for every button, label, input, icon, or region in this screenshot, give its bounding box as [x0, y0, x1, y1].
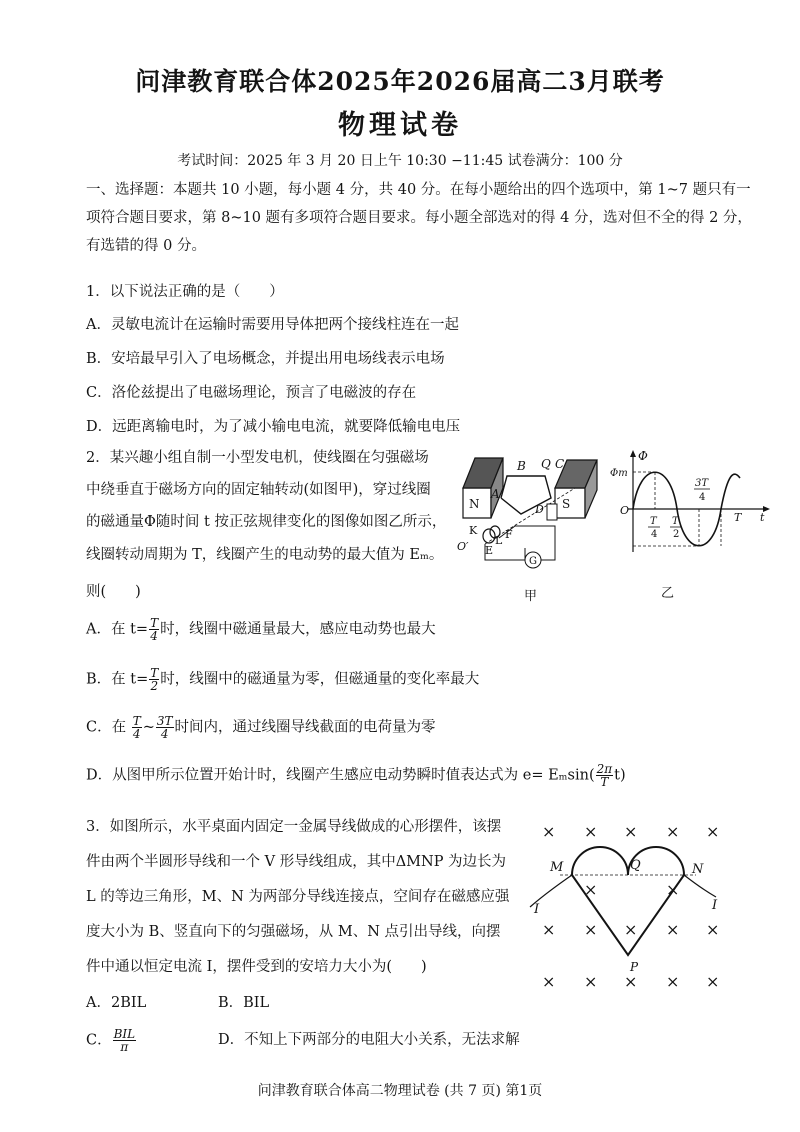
q3-option-d: D．不知上下两部分的电阻大小关系，无法求解 [218, 1032, 520, 1048]
q3-option-a: A．2BIL [86, 995, 147, 1011]
tick-t4-num: T [650, 516, 657, 527]
point-p-label: P [630, 960, 639, 974]
q2-c-tilde: ~ [142, 719, 155, 736]
q2-c-num2: 3T [156, 714, 173, 728]
exam-info: 考试时间：2025 年 3 月 20 日上午 10:30 −11:45 试卷满分：100 分 [177, 153, 623, 169]
galvanometer-label: G [529, 556, 537, 567]
q2-c-num1: T [132, 714, 141, 728]
q2-b-pre: B．在 t= [86, 671, 149, 688]
q2-stem-line1: 2．某兴趣小组自制一小型发电机，使线圈在匀强磁场 [86, 450, 429, 466]
q3-c-den: π [120, 1040, 129, 1054]
svg-text:×: × [584, 920, 598, 939]
q3-option-b: B．BIL [218, 995, 270, 1011]
tick-t2-den: 2 [673, 529, 680, 540]
svg-text:×: × [624, 920, 638, 939]
tick-3t4-den: 4 [699, 492, 706, 503]
svg-text:×: × [666, 880, 680, 899]
q2-d-frac [596, 763, 614, 788]
svg-text:×: × [624, 822, 638, 841]
exam-subject: 物理试卷 [338, 110, 462, 141]
label-o-prime: O′ [457, 540, 469, 553]
origin-label: O [620, 504, 630, 517]
label-s: S [562, 497, 571, 511]
phi-max-label: Φm [610, 468, 628, 479]
q3-option-c [86, 1028, 137, 1053]
axis-phi-label: Φ [638, 449, 648, 463]
q2-stem-line5: 则( ) [86, 584, 141, 600]
point-m-label: M [550, 860, 564, 875]
q2-a-den: 4 [150, 629, 158, 643]
label-a: A [491, 487, 500, 501]
q1-stem: 1．以下说法正确的是（ ） [86, 284, 284, 300]
q2-stem-line2: 中绕垂直于磁场方向的固定轴转动(如图甲)，穿过线圈 [86, 482, 431, 498]
svg-text:×: × [542, 920, 556, 939]
q1-option-c: C．洛伦兹提出了电磁场理论，预言了电磁波的存在 [86, 385, 417, 401]
q1-option-b: B．安培最早引入了电场概念，并提出用电场线表示电场 [86, 351, 445, 367]
q2-option-c [86, 715, 436, 740]
q2-b-num: T [150, 666, 159, 680]
label-q: Q [541, 457, 551, 471]
page-footer: 问津教育联合体高二物理试卷 (共 7 页) 第1页 [257, 1083, 543, 1099]
q3-c-num: BIL [113, 1027, 136, 1041]
q2-option-a [86, 617, 436, 642]
q2-d-post: t) [614, 767, 626, 784]
section-instructions: 一、选择题：本题共 10 小题，每小题 4 分，共 40 分。在每小题给出的四个选项中，第 1~7 题只有一项符合题目要求，第 8~10 题有多项符合题目要求。每小题全部选对的得 4 分，选对但不全的得 2 分，有选错的得 0 分。 [86, 182, 752, 254]
tick-t4-den: 4 [651, 529, 658, 540]
q2-stem-line3: 的磁通量Φ随时间 t 按正弦规律变化的图像如图乙所示， [86, 514, 447, 530]
svg-text:×: × [584, 880, 598, 899]
label-b: B [517, 459, 526, 473]
label-n: N [469, 497, 480, 511]
q1-option-a: A．灵敏电流计在运输时需要用导体把两个接线柱连在一起 [86, 317, 459, 333]
svg-text:×: × [666, 822, 680, 841]
q2-b-den: 2 [150, 679, 159, 693]
q2-c-den2: 4 [160, 727, 169, 741]
label-e: E [485, 544, 494, 557]
svg-text:×: × [542, 822, 556, 841]
label-d: D [535, 503, 544, 516]
tick-t-label: T [734, 511, 742, 524]
q2-option-b [86, 667, 479, 692]
svg-text:×: × [584, 822, 598, 841]
q2-c-pre: C．在 [86, 719, 131, 736]
q2-option-d [86, 763, 626, 788]
q2-d-den: T [600, 775, 609, 789]
current-out-label: I [712, 898, 718, 913]
flux-time-graph [610, 448, 775, 560]
q2-b-frac [149, 667, 159, 692]
svg-text:×: × [706, 972, 720, 991]
current-in-label: I [534, 902, 540, 917]
heart-figure [520, 815, 730, 995]
svg-text:×: × [706, 822, 720, 841]
figure-b-caption: 乙 [661, 586, 675, 601]
q3-stem-line2: 件由两个半圆形导线和一个 V 形导线组成，其中ΔMNP 为边长为 [86, 854, 507, 870]
q3-c-pre: C． [86, 1032, 112, 1049]
label-c: C [555, 457, 565, 471]
q2-a-frac [149, 617, 159, 642]
svg-text:×: × [584, 972, 598, 991]
q2-c-frac2 [156, 715, 174, 740]
q3-stem-line5: 件中通以恒定电流 I，摆件受到的安培力大小为( ) [86, 959, 427, 975]
label-k: K [469, 524, 478, 537]
point-q-label: Q [630, 858, 641, 873]
q2-a-pre: A．在 t= [86, 621, 149, 638]
svg-text:×: × [706, 920, 720, 939]
svg-text:×: × [624, 972, 638, 991]
label-f: F [505, 528, 513, 541]
q2-a-num: T [150, 616, 159, 630]
tick-3t4-num: 3T [695, 478, 709, 489]
figure-a-caption: 甲 [524, 589, 538, 604]
q2-stem-line4: 线圈转动周期为 T，线圈产生的电动势的最大值为 Eₘ。 [86, 547, 444, 563]
q1-option-d: D．远距离输电时，为了减小输电电流，就要降低输电电压 [86, 419, 461, 435]
q2-c-den1: 4 [132, 727, 141, 741]
q3-stem-line3: L 的等边三角形，M、N 为两部分导线连接点，空间存在磁感应强 [86, 889, 510, 905]
label-l: L [495, 534, 503, 547]
q3-stem-line4: 度大小为 B、竖直向下的匀强磁场，从 M、N 点引出导线，向摆 [86, 924, 501, 940]
q2-d-num: 2π [596, 762, 613, 776]
q2-a-post: 时，线圈中磁通量最大，感应电动势也最大 [160, 621, 436, 638]
tick-t2-num: T [672, 516, 679, 527]
exam-title: 问津教育联合体2025年2026届高二3月联考 [135, 67, 665, 96]
q2-c-frac1 [132, 715, 142, 740]
svg-text:×: × [542, 972, 556, 991]
svg-text:×: × [666, 972, 680, 991]
axis-t-label: t [760, 511, 765, 524]
generator-figure [455, 448, 615, 583]
q3-c-frac [113, 1028, 137, 1053]
point-n-label: N [692, 862, 704, 877]
q2-c-post: 时间内，通过线圈导线截面的电荷量为零 [174, 719, 436, 736]
q3-stem-line1: 3．如图所示，水平桌面内固定一金属导线做成的心形摆件，该摆 [86, 819, 502, 835]
svg-text:×: × [666, 920, 680, 939]
q2-b-post: 时，线圈中的磁通量为零，但磁通量的变化率最大 [160, 671, 480, 688]
q2-d-pre: D．从图甲所示位置开始计时，线圈产生感应电动势瞬时值表达式为 e= Eₘsin( [86, 767, 595, 784]
